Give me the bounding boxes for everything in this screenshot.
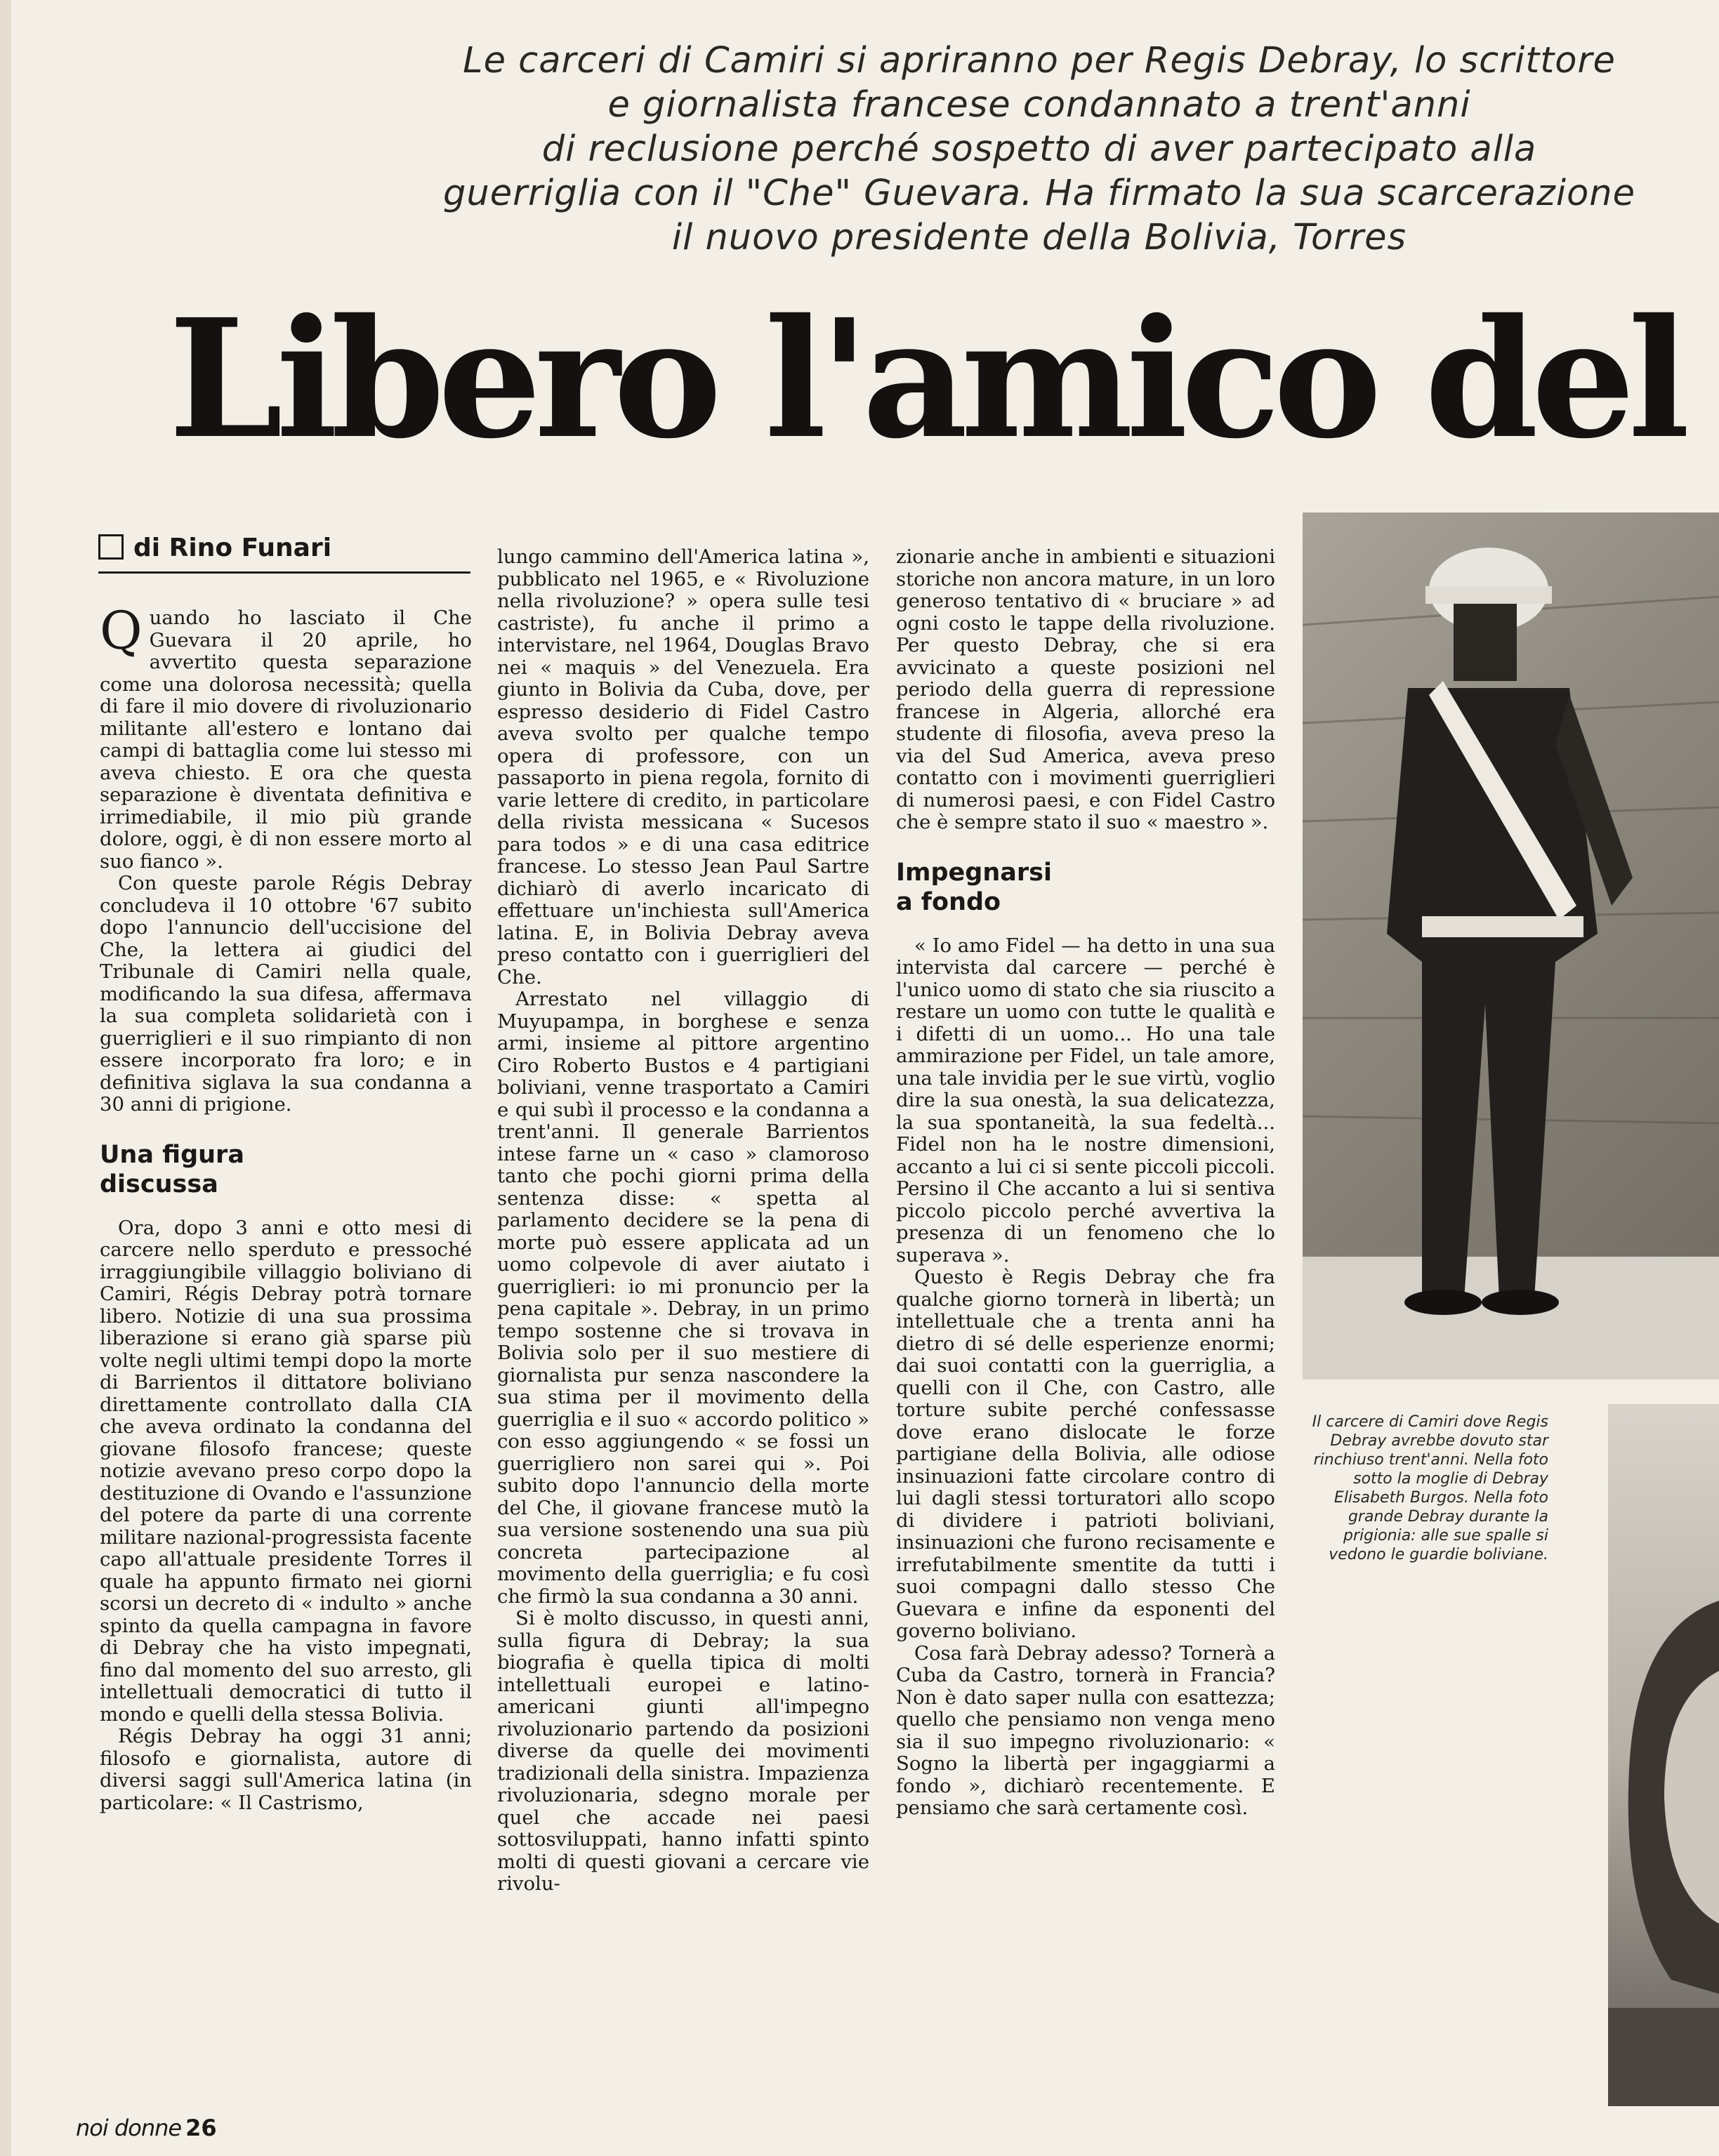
article-column-3 xyxy=(896,546,1275,1820)
photo-guard-prison xyxy=(1303,512,1719,1380)
intro-line: guerriglia con il "Che" Guevara. Ha firmato la sua scarcerazione xyxy=(443,173,1635,214)
intro-line: il nuovo presidente della Bolivia, Torres xyxy=(671,217,1407,258)
intro-line: di reclusione perché sospetto di aver partecipato alla xyxy=(541,128,1537,170)
paragraph: Cosa farà Debray adesso? Tornerà a Cuba da Castro, tornerà in Francia? Non è dato saper nulla con esattezza; quello che pensiamo non venga meno sia il suo impegno rivoluzionario: « Sogno la libertà per ingaggiarmi a fondo », dichiarò recentemente. E pensiamo che sarà certamente così. xyxy=(896,1641,1275,1819)
subheading-line: Una figura xyxy=(100,1140,244,1169)
page-number: 26 xyxy=(185,2115,217,2141)
woman-portrait-image xyxy=(1608,1404,1719,2106)
page-footer xyxy=(76,2115,217,2141)
paragraph: Arrestato nel villaggio di Muyupampa, in borghese e senza armi, insieme al pittore argentino Ciro Roberto Bustos e 4 partigiani boliviani, venne trasportato a Camiri e qui subì il processo e la condanna a trent'anni. Il generale Barrientos intese farne un « caso » clamoroso tanto che pochi giorni prima della sentenza disse: « spetta al parlamento decidere se la pena di morte può essere applicata ad un uomo colpevole di aver aiutato i guerriglieri: io mi pronuncio per la pena capitale ». Debray, in un primo tempo sostenne che si trovava in Bolivia solo per il suo mestiere di giornalista pur senza nascondere la sua stima per il movimento della guerriglia e il suo « accordo politico » con esso aggiungendo « se fossi un guerrigliero non sarei qui ». Poi subito dopo l'annuncio della morte del Che, il giovane francese mutò la sua versione sostenendo una sua più concreta partecipazione al movimento della guerriglia; e fu così che firmò la sua condanna a 30 anni. xyxy=(497,988,869,1608)
intro-line: e giornalista francese condannato a trent'anni xyxy=(607,84,1471,126)
byline xyxy=(98,532,470,574)
paragraph: Ora, dopo 3 anni e otto mesi di carcere nello sperduto e pressoché irraggiungibile villaggio boliviano di Camiri, Régis Debray potrà tornare libero. Notizie di una sua prossima liberazione si erano già sparse più volte negli ultimi tempi dopo la morte di Barrientos il dittatore boliviano direttamente controllato dalla CIA che aveva ordinato la condanna del giovane filosofo francese; queste notizie avevano preso corpo dopo la destituzione di Ovando e l'assunzione del potere da parte di una corrente militare nazional-progressista facente capo all'attuale presidente Torres il quale ha appunto firmato nei giorni scorsi un decreto di « indulto » anche spinto da quella campagna in favore di Debray che ha visto impegnati, fino dal momento del suo arresto, gli intellettuali democratici di tutto il mondo e quelli della stessa Bolivia. xyxy=(100,1216,472,1726)
subheading xyxy=(100,1140,472,1199)
paragraph: Si è molto discusso, in questi anni, sulla figura di Debray; la sua biografia è quella tipica di molti intellettuali europei e latino-americani giunti all'impegno rivoluzionario partendo da posizioni diverse da quelle dei movimenti tradizionali della sinistra. Impazienza rivoluzionaria, sdegno morale per quel che accade nei paesi sottosviluppati, hanno infatti spinto molti di questi giovani a cercare vie rivolu- xyxy=(497,1607,869,1895)
paragraph: lungo cammino dell'America latina », pubblicato nel 1965, e « Rivoluzione nella rivoluzione? » opera sulle tesi castriste), fu anche il primo a intervistare, nel 1964, Douglas Bravo nei « maquis » del Venezuela. Era giunto in Bolivia da Cuba, dove, per espresso desiderio di Fidel Castro aveva svolto per qualche tempo opera di professore, con un passaporto in piena regola, fornito di varie lettere di credito, in particolare della rivista messicana « Sucesos para todos » e di una casa editrice francese. Lo stesso Jean Paul Sartre dichiarò di averlo incaricato di effettuare un'inchiesta sull'America latina. E, in Bolivia Debray aveva preso contatto con i guerriglieri del Che. xyxy=(497,545,869,988)
paragraph: Régis Debray ha oggi 31 anni; filosofo e giornalista, autore di diversi saggi sull'America latina (in particolare: « Il Castrismo, xyxy=(100,1725,472,1814)
paragraph: Questo è Regis Debray che fra qualche giorno tornerà in libertà; un intellettuale che a trenta anni ha dietro di sé delle esperienze enormi; dai suoi contatti con la guerriglia, a quelli con il Che, con Castro, alle torture subite perché confessasse dove erano dislocate le forze partigiane della Bolivia, alle odiose insinuazioni fatte circolare contro di lui dagli stessi torturatori allo scopo di dividere i patrioti boliviani, insinuazioni che furono recisamente e irrefutabilmente smentite da tutti i suoi compagni dallo stesso Che Guevara e infine da esponenti del governo boliviano. xyxy=(896,1266,1275,1642)
subheading-line: discussa xyxy=(100,1170,218,1198)
photo-caption: Il carcere di Camiri dove Regis Debray avrebbe dovuto star rinchiuso trent'anni. Nella foto sotto la moglie di Debray Elisabeth Burgos. Nella foto grande Debray durante la prigionia: alle sue spalle si vedono le guardie boliviane. xyxy=(1312,1413,1548,1563)
paragraph xyxy=(100,601,472,873)
guard-silhouette-image xyxy=(1303,512,1719,1380)
subheading-line: a fondo xyxy=(896,887,1001,916)
magazine-logo: noi donne xyxy=(76,2115,182,2141)
subheading xyxy=(896,858,1275,917)
subheading-line: Impegnarsi xyxy=(896,858,1052,887)
photo-elisabeth-burgos xyxy=(1608,1404,1719,2106)
drop-cap: Q xyxy=(100,601,143,661)
article-column-2 xyxy=(497,546,869,1896)
intro-line: Le carceri di Camiri si apriranno per Regis Debray, lo scrittore xyxy=(463,40,1616,81)
paragraph: zionarie anche in ambienti e situazioni storiche non ancora mature, in un loro generoso tentativo di « bruciare » ad ogni costo le tappe della rivoluzione. Per questo Debray, che si era avvicinato a queste posizioni nel periodo della guerra di repressione francese in Algeria, allorché era studente di filosofia, aveva preso la via del Sud America, aveva preso contatto con i movimenti guerriglieri di numerosi paesi, e con Fidel Castro che è sempre stato il suo « maestro ». xyxy=(896,545,1275,833)
paragraph-text: uando ho lasciato il Che Guevara il 20 aprile, ho avvertito questa separazione come una dolorosa necessità; quella di fare il mio dovere di rivoluzionario militante all'estero e lontano dai campi di battaglia come lui stesso mi aveva chiesto. E ora che questa separazione è diventata definitiva e irrimediabile, il mio più grande dolore, oggi, è di non essere morto al suo fianco ». xyxy=(100,607,472,873)
byline-author: di Rino Funari xyxy=(133,534,332,562)
page-gutter xyxy=(0,0,11,2156)
paragraph: « Io amo Fidel — ha detto in una sua intervista dal carcere — perché è l'unico uomo di stato che sia riuscito a restare un uomo con tutte le qualità e i difetti di un uomo... Ho una tale ammirazione per Fidel, un tale amore, una tale invidia per le sue virtù, voglio dire la sua onestà, la sua delicatezza, la sua spontaneità, la sua fedeltà... Fidel non ha le nostre dimensioni, accanto a lui ci si sente piccoli piccoli. Persino il Che accanto a lui si sentiva piccolo piccolo perché avvertiva la presenza di un fenomeno che lo superava ». xyxy=(896,934,1275,1267)
headline: Libero l'amico del xyxy=(169,295,1683,463)
byline-box-icon xyxy=(98,534,124,560)
article-column-1 xyxy=(100,601,472,1814)
intro-text xyxy=(393,39,1685,260)
paragraph: Con queste parole Régis Debray concludeva il 10 ottobre '67 subito dopo l'annuncio dell'uccisione del Che, la lettera ai giudici del Tribunale di Camiri nella quale, modificando la sua difesa, affermava la sua completa solidarietà con i guerriglieri e il suo rimpianto di non essere incorporato fra loro; e in definitiva siglava la sua condanna a 30 anni di prigione. xyxy=(100,872,472,1116)
